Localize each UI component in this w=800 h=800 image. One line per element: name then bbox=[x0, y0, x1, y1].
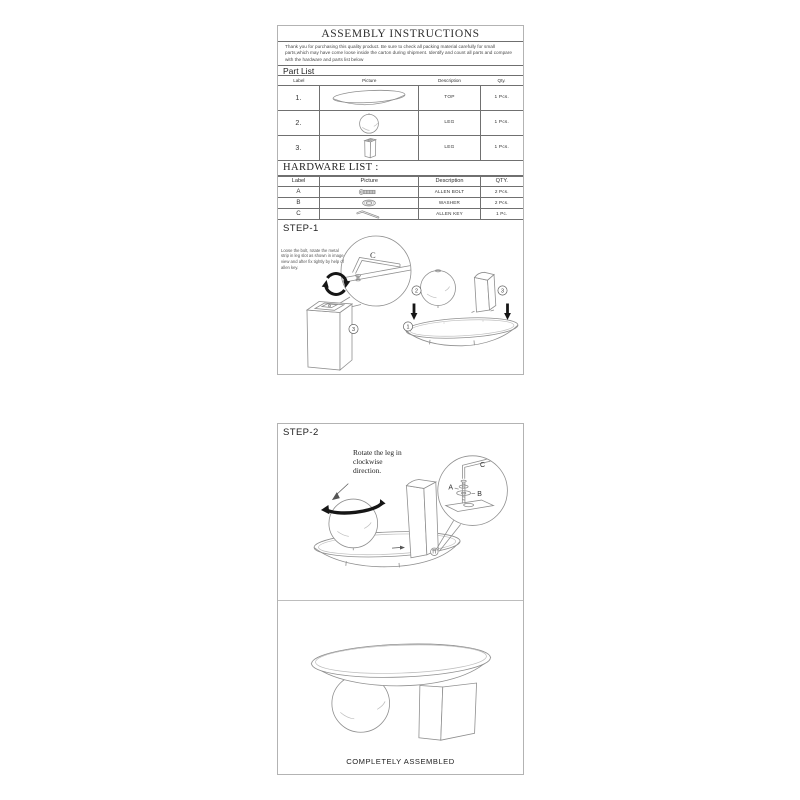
part-label: 2. bbox=[278, 110, 320, 135]
col-label: Label bbox=[278, 76, 320, 85]
allen-key-icon bbox=[326, 209, 412, 219]
hardware-qty: 2 Pcs. bbox=[480, 197, 523, 208]
hardware-qty: 2 Pcs. bbox=[480, 186, 523, 197]
step2-section bbox=[278, 424, 523, 601]
assembled-caption: COMPLETELY ASSEMBLED bbox=[346, 757, 455, 766]
ball-leg-picture bbox=[321, 111, 418, 135]
callout-label-a: A bbox=[448, 484, 454, 492]
intro-text: Thank you for purchasing this quality product. Be sure to check all packing material carefully for small parts,which may have come loose inside the carton during shipment. Identify and count all parts and compare with the hardware and parts list below bbox=[278, 42, 523, 66]
hardware-label: C bbox=[278, 208, 320, 219]
label-1 bbox=[403, 321, 412, 330]
instruction-sheet-page-1 bbox=[277, 25, 524, 375]
col-description: Description bbox=[419, 176, 480, 186]
part-list-table bbox=[278, 76, 523, 161]
part-list-header-row bbox=[278, 76, 523, 85]
part-row-ball-leg bbox=[278, 110, 523, 135]
instruction-sheet-page-2 bbox=[277, 423, 524, 775]
table-top-picture bbox=[321, 86, 418, 110]
hardware-label: B bbox=[278, 197, 320, 208]
table-top-drawing bbox=[311, 641, 491, 686]
label-3-right bbox=[498, 285, 507, 294]
note-leader-arrow bbox=[332, 484, 348, 500]
down-arrow-left-icon bbox=[411, 303, 418, 320]
hardware-list-heading: HARDWARE LIST : bbox=[278, 161, 523, 176]
col-picture: Picture bbox=[320, 176, 419, 186]
part-description: LEG bbox=[419, 135, 480, 160]
ball-leg-drawing bbox=[421, 269, 456, 307]
col-description: Description bbox=[419, 76, 480, 85]
step1-diagram bbox=[278, 220, 523, 376]
title-row bbox=[278, 26, 523, 42]
col-qty: Qty. bbox=[480, 76, 523, 85]
wedge-leg-drawing bbox=[472, 272, 496, 312]
part-qty: 1 Pcs. bbox=[480, 135, 523, 160]
part-row-top bbox=[278, 85, 523, 110]
step1-heading: STEP-1 bbox=[283, 222, 319, 234]
callout-allen-key-label: C bbox=[370, 249, 376, 260]
hardware-row-washer bbox=[278, 197, 523, 208]
label-3-left bbox=[349, 324, 358, 333]
hardware-header-row bbox=[278, 176, 523, 186]
col-picture: Picture bbox=[320, 76, 419, 85]
hardware-qty: 1 Pc. bbox=[480, 208, 523, 219]
washer-icon bbox=[326, 198, 412, 208]
hardware-row-allen-bolt bbox=[278, 186, 523, 197]
step2-heading: STEP-2 bbox=[283, 427, 319, 438]
svg-text:3: 3 bbox=[352, 326, 355, 333]
part-list-heading: Part List bbox=[278, 66, 523, 76]
svg-text:2: 2 bbox=[415, 287, 418, 294]
panel-leg-picture bbox=[321, 136, 418, 160]
part-qty: 1 Pcs. bbox=[480, 110, 523, 135]
step1-section bbox=[278, 220, 523, 376]
hardware-label: A bbox=[278, 186, 320, 197]
hardware-description: WASHER bbox=[419, 197, 480, 208]
panel-leg-drawing bbox=[307, 301, 352, 370]
panel-leg-drawing bbox=[419, 683, 477, 740]
callout-label-b: B bbox=[477, 491, 482, 499]
part-description: TOP bbox=[419, 85, 480, 110]
part-label: 1. bbox=[278, 85, 320, 110]
step2-note: Rotate the leg in clockwise direction. bbox=[353, 448, 402, 475]
col-label: Label bbox=[278, 176, 320, 186]
assembled-section bbox=[278, 601, 523, 775]
step1-note: Loose the bolt, rotate the metal strip in leg slot as shown in image view and after fix tightly by help of allen key. bbox=[281, 247, 344, 270]
label-2 bbox=[412, 285, 421, 294]
svg-text:3: 3 bbox=[501, 287, 504, 294]
hardware-description: ALLEN BOLT bbox=[419, 186, 480, 197]
table-top-drawing bbox=[406, 315, 519, 346]
callout-label-c: C bbox=[480, 461, 486, 469]
hardware-description: ALLEN KEY bbox=[419, 208, 480, 219]
hardware-callout bbox=[438, 456, 508, 526]
page-title: ASSEMBLY INSTRUCTIONS bbox=[321, 27, 480, 40]
allen-bolt-icon bbox=[326, 187, 412, 197]
part-row-panel-leg bbox=[278, 135, 523, 160]
wedge-leg-drawing bbox=[406, 479, 438, 557]
part-description: LEG bbox=[419, 110, 480, 135]
down-arrow-right-icon bbox=[504, 303, 511, 320]
svg-text:1: 1 bbox=[406, 323, 410, 330]
hardware-row-allen-key bbox=[278, 208, 523, 219]
part-label: 3. bbox=[278, 135, 320, 160]
part-qty: 1 Pcs. bbox=[480, 85, 523, 110]
hardware-list-table bbox=[278, 176, 523, 220]
col-qty: QTY. bbox=[480, 176, 523, 186]
assembled-table-drawing bbox=[278, 601, 523, 775]
